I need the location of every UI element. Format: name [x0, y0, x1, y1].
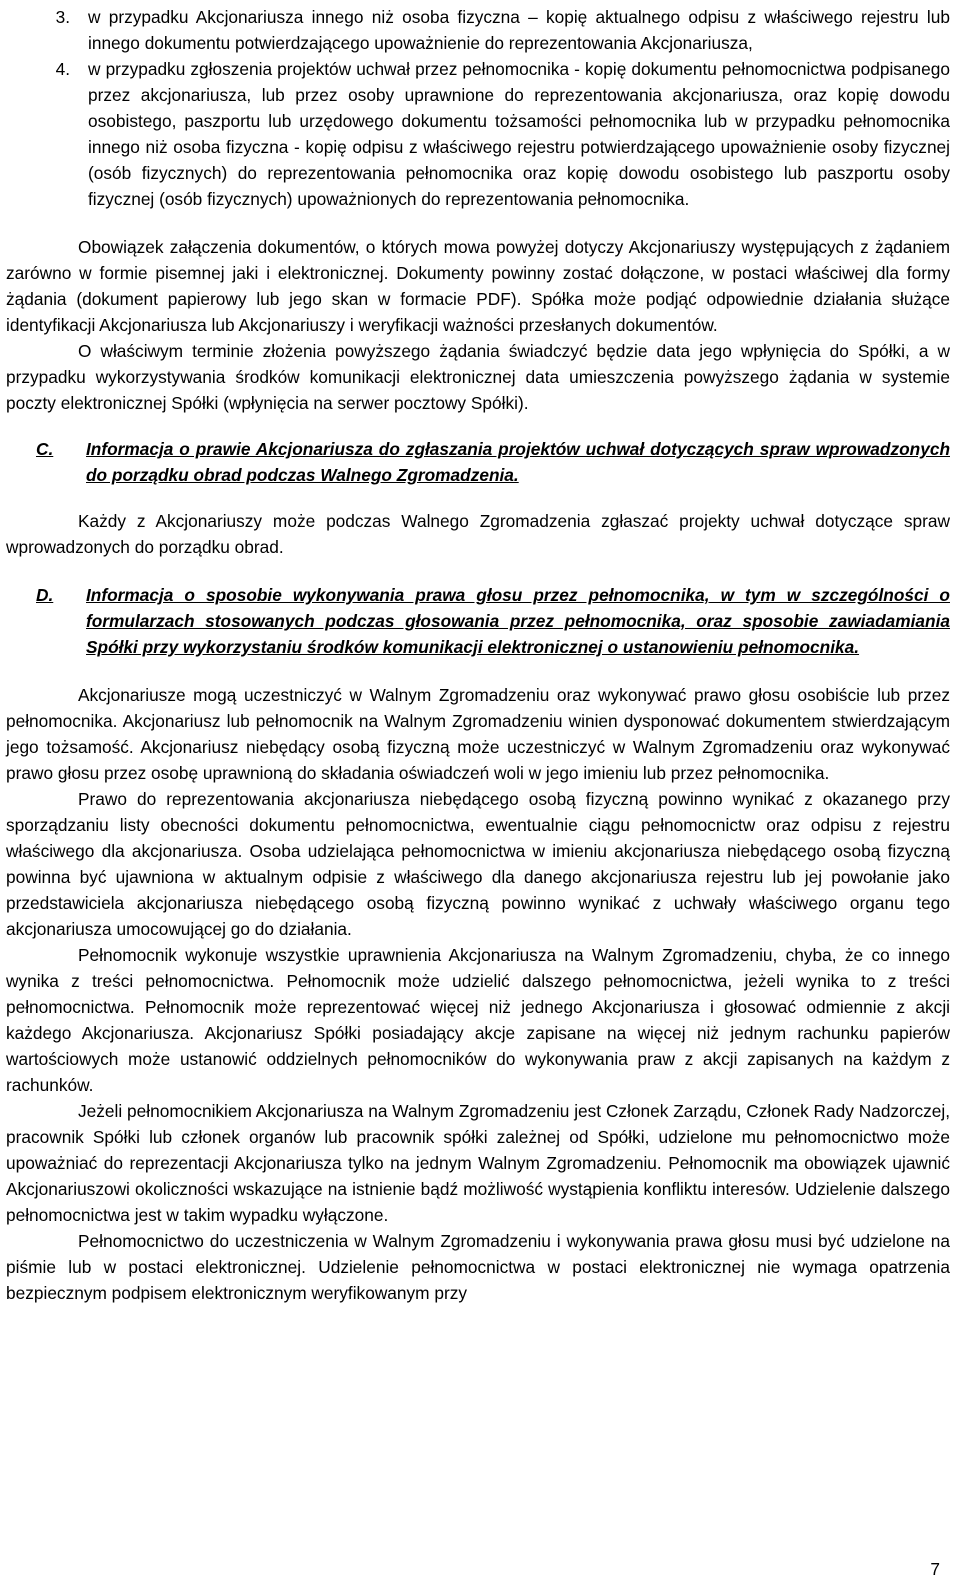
- paragraph-participation: Akcjonariusze mogą uczestniczyć w Walnym Zgromadzeniu oraz wykonywać prawo głosu osobiście lub przez pełnomocnika. Akcjonariusz lub pełnomocnik na Walnym Zgromadzeniu winien dysponować dokumentem stwierdzającym jego tożsamość. Akcjonariusz niebędący osobą fizyczną może uczestniczyć w Walnym Zgromadzeniu oraz wykonywać prawo głosu przez osobę uprawnioną do składania oświadczeń woli w jego imieniu lub przez pełnomocnika.: [6, 685, 950, 783]
- section-c-title: Informacja o prawie Akcjonariusza do zgłaszania projektów uchwał dotyczących spraw wprowadzonych do porządku obrad podczas Walnego Zgromadzenia.: [86, 439, 950, 485]
- paragraph-representation-right: Prawo do reprezentowania akcjonariusza niebędącego osobą fizyczną powinno wynikać z okazanego przy sporządzaniu listy obecności dokumentu pełnomocnictwa, ewentualnie ciągu pełnomocnictw oraz odpisu z rejestru właściwego dla akcjonariusza. Osoba udzielająca pełnomocnictwa w imieniu akcjonariusza niebędącego osobą fizyczną powinna być ujawniona w aktualnym odpisie z właściwego dla danego akcjonariusza rejestru lub jej powołanie jako przedstawiciela akcjonariusza niebędącego osobą fizyczną powinno wynikać z uchwały właściwego organu tego akcjonariusza umocowującej go do działania.: [6, 789, 950, 939]
- list-item-text: w przypadku Akcjonariusza innego niż osoba fizyczna – kopię aktualnego odpisu z właściwego rejestru lub innego dokumentu potwierdzającego upoważnienie do reprezentowania Akcjonariusza,: [88, 7, 950, 53]
- section-c-heading: [6, 436, 950, 488]
- paragraph-proxy-board-member: Jeżeli pełnomocnikiem Akcjonariusza na Walnym Zgromadzeniu jest Członek Zarządu, Członek Rady Nadzorczej, pracownik Spółki lub członek organów lub pracownik spółki zależnej od Spółki, udzielone mu pełnomocnictwo może upoważniać do reprezentacji Akcjonariusza tylko na jednym Walnym Zgromadzeniu. Pełnomocnik ma obowiązek ujawnić Akcjonariuszowi okoliczności wskazujące na istnienie bądź możliwość wystąpienia konfliktu interesów. Udzielenie dalszego pełnomocnictwa jest w takim wypadku wyłączone.: [6, 1101, 950, 1225]
- list-item-number: 3.: [55, 7, 70, 27]
- paragraph-proxy-form: Pełnomocnictwo do uczestniczenia w Walnym Zgromadzeniu i wykonywania prawa głosu musi być udzielone na piśmie lub w postaci elektronicznej. Udzielenie pełnomocnictwa w postaci elektronicznej nie wymaga opatrzenia bezpiecznym podpisem elektronicznym weryfikowanym przy: [6, 1231, 950, 1303]
- paragraph-draft-resolutions: Każdy z Akcjonariuszy może podczas Walnego Zgromadzenia zgłaszać projekty uchwał dotyczące spraw wprowadzonych do porządku obrad.: [6, 511, 950, 557]
- section-d-title: Informacja o sposobie wykonywania prawa głosu przez pełnomocnika, w tym w szczególności o formularzach stosowanych podczas głosowania przez pełnomocnika, oraz sposobie zawiadamiania Spółki przy wykorzystaniu środków komunikacji elektronicznej o ustanowieniu pełnomocnika.: [86, 585, 950, 657]
- section-d-letter: D.: [36, 585, 54, 605]
- list-item-number: 4.: [55, 59, 70, 79]
- page-number: 7: [930, 1559, 940, 1579]
- requirements-list: [48, 4, 950, 212]
- paragraph-documents-obligation: Obowiązek załączenia dokumentów, o których mowa powyżej dotyczy Akcjonariuszy występujących z żądaniem zarówno w formie pisemnej jaki i elektronicznej. Dokumenty powinny zostać dołączone, w postaci właściwej dla formy żądania (dokument papierowy lub jego skan w formacie PDF). Spółka może podjąć odpowiednie działania służące identyfikacji Akcjonariusza lub Akcjonariuszy i weryfikacji ważności przesłanych dokumentów.: [6, 237, 950, 335]
- list-item: [48, 4, 950, 56]
- list-item: [48, 56, 950, 212]
- paragraph-proxy-powers: Pełnomocnik wykonuje wszystkie uprawnienia Akcjonariusza na Walnym Zgromadzeniu, chyba, że co innego wynika z treści pełnomocnictwa. Pełnomocnik może udzielić dalszego pełnomocnictwa, jeżeli wynika to z treści pełnomocnictwa. Pełnomocnik może reprezentować więcej niż jednego Akcjonariusza i głosować odmiennie z akcji każdego Akcjonariusza. Akcjonariusz Spółki posiadający akcje zapisane na więcej niż jednym rachunku papierów wartościowych może ustanowić oddzielnych pełnomocników do wykonywania praw z akcji zapisanych na każdym z rachunków.: [6, 945, 950, 1095]
- paragraph-submission-date: O właściwym terminie złożenia powyższego żądania świadczyć będzie data jego wpłynięcia do Spółki, a w przypadku wykorzystywania środków komunikacji elektronicznej data umieszczenia powyższego żądania w systemie poczty elektronicznej Spółki (wpłynięcia na serwer pocztowy Spółki).: [6, 341, 950, 413]
- section-d-heading: [6, 582, 950, 660]
- list-item-text: w przypadku zgłoszenia projektów uchwał przez pełnomocnika - kopię dokumentu pełnomocnictwa podpisanego przez akcjonariusza, lub przez osoby uprawnione do reprezentowania akcjonariusza, oraz kopię dowodu osobistego, paszportu lub urzędowego dokumentu tożsamości pełnomocnika lub w przypadku pełnomocnika innego niż osoba fizyczna - kopię odpisu z właściwego rejestru potwierdzającego upoważnienie osoby fizycznej (osób fizycznych) do reprezentowania pełnomocnika oraz kopię dowodu osobistego lub paszportu osoby fizycznej (osób fizycznych) upoważnionych do reprezentowania pełnomocnika.: [88, 59, 950, 209]
- section-c-letter: C.: [36, 439, 54, 459]
